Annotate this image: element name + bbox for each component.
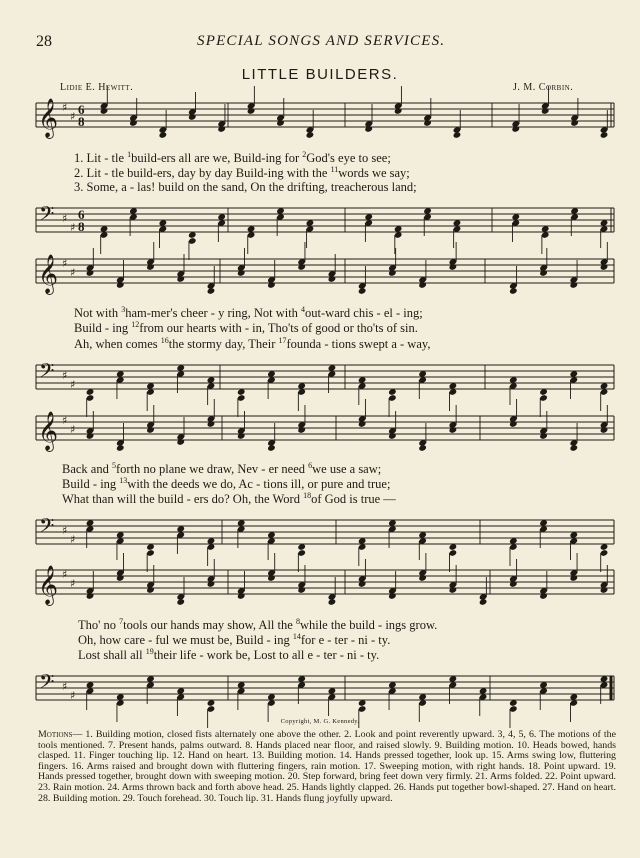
sharp-icon: ♯ — [62, 369, 68, 382]
note-head — [86, 432, 95, 440]
sharp-icon: ♯ — [70, 689, 76, 702]
bass-clef-icon: 𝄢 — [39, 514, 55, 542]
note-head — [116, 574, 125, 582]
note-head — [267, 574, 276, 582]
note-head — [176, 275, 185, 283]
note-head — [449, 263, 458, 271]
note-head — [188, 113, 197, 121]
treble-clef-icon: 𝄞 — [38, 254, 59, 294]
motions-text: — 1. Building motion, closed fists alternately one above the other. 2. Look and point reverently upward. 3, 4, 5, 6. The motions of the tools mentioned. 7. Present hands, palms outward. 8. Hands placed near floor, and raised slowly. 9. Building motion. 10. Heads bowed, hands clasped. 11. Finger touching lip. 12. Hand on heart. 13. Building motion. 14. Hands pressed together, look up. 15. Arms swing low, fluttering fingers. 16. Arms raised and brought down with fluttering fingers, rain motion. 17. Sweeping motion, with right hands. 18. Point upward. 19. Hands pressed together, brought down with sweeping motion. 20. Step forward, bring feet down very firmly. 21. Arms folded. 22. Point upward. 23. Rain motion. 24. Arms thrown back and forth above head. 25. Hands lightly clapped. 26. Hands put together bowl-shaped. 27. Hand on heart. 28. Building motion. 29. Touch forehead. 30. Touch lip. 31. Hands flung joyfully upward. — [38, 729, 616, 804]
sharp-icon: ♯ — [62, 257, 68, 270]
lyric-line: Lost shall all $^{19}$their life - work be, Lost to all e - ter - ni - ty. — [78, 647, 380, 663]
note-head — [328, 275, 337, 283]
treble-clef-icon: 𝄞 — [38, 565, 59, 605]
note-head — [539, 592, 548, 600]
note-head — [423, 119, 432, 127]
sharp-icon: ♯ — [62, 414, 68, 427]
note-head — [146, 263, 155, 271]
note-head — [539, 432, 548, 440]
note-head — [479, 598, 488, 606]
note-head — [541, 107, 550, 115]
treble-clef-icon: 𝄞 — [38, 411, 59, 451]
sharp-icon: ♯ — [70, 378, 76, 391]
running-title: SPECIAL SONGS AND SERVICES. — [197, 33, 446, 49]
note-head — [511, 125, 520, 133]
lyric-line: Ah, when comes $^{16}$the stormy day, Their $^{17}$founda - tions swept a - way, — [74, 336, 431, 352]
lyric-line: Build - ing $^{12}$from our hearts with - in, Tho'ts of good or tho'ts of sin. — [74, 320, 418, 336]
time-signature-bottom: 8 — [78, 219, 85, 234]
sharp-icon: ♯ — [62, 212, 68, 225]
note-head — [388, 432, 397, 440]
note-head — [539, 269, 548, 277]
note-head — [394, 107, 403, 115]
lyric-line: Back and $^5$forth no plane we draw, Nev - er need $^6$we use a saw; — [62, 461, 382, 477]
note-head — [297, 586, 306, 594]
note-head — [267, 444, 276, 452]
note-head — [129, 119, 138, 127]
note-head — [237, 592, 246, 600]
note-head — [600, 586, 609, 594]
bass-clef-icon: 𝄢 — [39, 359, 55, 387]
note-head — [207, 287, 216, 295]
note-head — [509, 287, 518, 295]
note-head — [569, 444, 578, 452]
sharp-icon: ♯ — [62, 524, 68, 537]
note-head — [306, 131, 315, 139]
note-head — [159, 131, 168, 139]
note-head — [146, 586, 155, 594]
lyric-line: What than will the build - ers do? Oh, the Word $^{18}$of God is true — — [62, 491, 396, 507]
motions-label: Motions — [38, 729, 73, 740]
sharp-icon: ♯ — [70, 221, 76, 234]
note-head — [86, 269, 95, 277]
note-head — [600, 263, 609, 271]
note-head — [569, 281, 578, 289]
note-head — [388, 269, 397, 277]
note-head — [207, 580, 216, 588]
composer-credit: J. M. Corbin. — [513, 82, 574, 93]
treble-clef-icon: 𝄞 — [38, 98, 59, 138]
sharp-icon: ♯ — [70, 266, 76, 279]
page-number: 28 — [36, 33, 52, 50]
note-head — [116, 281, 125, 289]
note-head — [364, 125, 373, 133]
note-head — [146, 426, 155, 434]
song-title: LITTLE BUILDERS. — [241, 66, 399, 83]
sharp-icon: ♯ — [70, 110, 76, 123]
lyric-line: Tho' no $^7$tools our hands may show, All the $^8$while the build - ings grow. — [78, 617, 438, 633]
note-head — [569, 574, 578, 582]
note-head — [207, 420, 216, 428]
note-head — [418, 574, 427, 582]
time-signature-top: 6 — [78, 207, 85, 222]
note-head — [358, 287, 367, 295]
note-head — [358, 420, 367, 428]
copyright-notice: Copyright, M. G. Kennedy. — [280, 718, 360, 725]
note-head — [297, 263, 306, 271]
note-head — [418, 281, 427, 289]
note-head — [237, 432, 246, 440]
note-head — [247, 107, 256, 115]
note-head — [453, 131, 462, 139]
note-head — [570, 119, 579, 127]
note-head — [418, 444, 427, 452]
note-head — [600, 426, 609, 434]
note-head — [449, 426, 458, 434]
note-head — [600, 131, 609, 139]
sharp-icon: ♯ — [70, 577, 76, 590]
lyric-line: 2. Lit - tle build-ers, day by day Build-ing with the $^{11}$words we say; — [74, 165, 410, 181]
note-head — [176, 438, 185, 446]
note-head — [237, 269, 246, 277]
lyric-line: 3. Some, a - las! build on the sand, On the drifting, treacherous land; — [74, 180, 417, 194]
lyric-line: Build - ing $^{13}$with the deeds we do, Ac - tions ill, or pure and true; — [62, 476, 391, 492]
lyric-line: 1. Lit - tle $^1$build-ers all are we, Build-ing for $^2$God's eye to see; — [74, 150, 391, 166]
note-head — [388, 592, 397, 600]
note-head — [100, 107, 109, 115]
sharp-icon: ♯ — [62, 101, 68, 114]
sharp-icon: ♯ — [62, 680, 68, 693]
bass-clef-icon: 𝄢 — [39, 202, 55, 230]
sharp-icon: ♯ — [70, 423, 76, 436]
sharp-icon: ♯ — [70, 533, 76, 546]
note-head — [509, 580, 518, 588]
note-head — [217, 125, 226, 133]
note-head — [449, 586, 458, 594]
time-signature-top: 6 — [78, 102, 85, 117]
note-head — [358, 580, 367, 588]
time-signature-bottom: 8 — [78, 114, 85, 129]
lyric-line: Oh, how care - ful we must be, Build - ing $^{14}$for e - ter - ni - ty. — [78, 632, 391, 648]
note-head — [276, 119, 285, 127]
note-head — [509, 420, 518, 428]
note-head — [116, 444, 125, 452]
note-head — [176, 598, 185, 606]
motions-instructions — [38, 730, 616, 804]
note-head — [297, 426, 306, 434]
bass-clef-icon: 𝄢 — [39, 670, 55, 698]
note-head — [267, 281, 276, 289]
note-head — [328, 598, 337, 606]
lyricist-credit: Lidie E. Hewitt. — [60, 82, 134, 93]
sharp-icon: ♯ — [62, 568, 68, 581]
note-head — [86, 592, 95, 600]
lyric-line: Not with $^3$ham-mer's cheer - y ring, Not with $^4$out-ward chis - el - ing; — [74, 305, 423, 321]
